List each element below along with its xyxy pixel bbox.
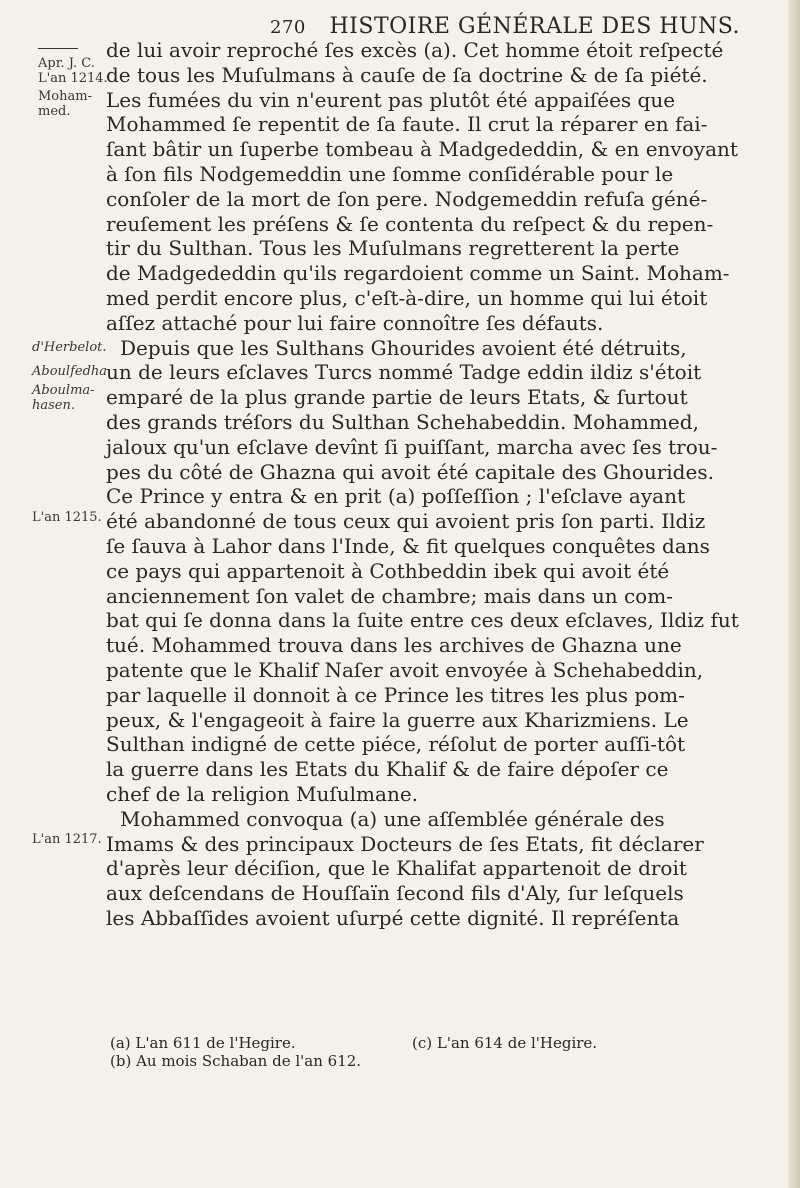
- header-rule: [38, 48, 78, 49]
- text-line: ce pays qui appartenoit à Cothbeddin ibek qui avoit été: [106, 558, 670, 583]
- text-line: tué. Mohammed trouva dans les archives de Ghazna une: [106, 633, 682, 658]
- margin-note-apr: Apr. J. C.: [38, 56, 95, 71]
- text-line: med perdit encore plus, c'eſt-à-dire, un homme qui lui étoit: [106, 285, 708, 310]
- text-line: pes du côté de Ghazna qui avoit été capitale des Ghourides.: [106, 459, 714, 484]
- text-line: reuſement les préſens & ſe contenta du reſpect & du repen-: [106, 211, 714, 236]
- text-line: Mohammed ſe repentit de ſa faute. Il crut la réparer en fai-: [106, 112, 708, 137]
- text-line: patente que le Khalif Naſer avoit envoyée à Schehabeddin,: [106, 657, 704, 682]
- footnote-a: (a) L'an 611 de l'Hegire.: [110, 1034, 296, 1052]
- text-line: Depuis que les Sulthans Ghourides avoient été détruits,: [120, 335, 687, 360]
- text-line: Ce Prince y entra & en prit (a) poſſeſſion ; l'eſclave ayant: [106, 484, 685, 509]
- text-line: ſe ſauva à Lahor dans l'Inde, & fit quelques conquêtes dans: [106, 533, 710, 558]
- margin-note-aboulma: Aboulma-: [32, 383, 95, 398]
- text-line: aſſez attaché pour lui faire connoître ſes défauts.: [106, 310, 604, 335]
- margin-note-med: med.: [38, 104, 71, 119]
- text-line: de lui avoir reproché ſes excès (a). Cet homme étoit reſpecté: [106, 38, 724, 62]
- text-line: chef de la religion Muſulmane.: [106, 781, 419, 806]
- main-text: [106, 38, 796, 931]
- text-line: aux deſcendans de Houſſaïn ſecond fils d'Aly, ſur leſquels: [106, 881, 684, 906]
- text-line: emparé de la plus grande partie de leurs Etats, & ſurtout: [106, 385, 688, 410]
- running-header: [270, 14, 790, 39]
- footnotes: [110, 1034, 710, 1070]
- margin-note-year-1214: L'an 1214.: [38, 71, 108, 86]
- running-title: HISTOIRE GÉNÉRALE DES HUNS.: [329, 14, 741, 39]
- text-line: ſant bâtir un ſuperbe tombeau à Madgededdin, & en envoyant: [106, 137, 738, 162]
- text-line: bat qui ſe donna dans la ſuite entre ces deux eſclaves, Ildiz fut: [106, 608, 739, 633]
- text-line: tir du Sulthan. Tous les Muſulmans regretterent la perte: [106, 236, 680, 261]
- text-line: Mohammed convoqua (a) une aſſemblée générale des: [120, 806, 665, 831]
- text-line: les Abbaſſides avoient uſurpé cette dignité. Il repréſenta: [106, 905, 680, 930]
- text-line: la guerre dans les Etats du Khalif & de faire dépoſer ce: [106, 757, 669, 782]
- margin-note-year-1215: L'an 1215.: [32, 510, 102, 525]
- text-line: jaloux qu'un eſclave devînt ſi puiſſant, marcha avec ſes trou-: [106, 434, 718, 459]
- page-edge-shadow: [788, 0, 800, 1188]
- footnote-b: (b) Au mois Schaban de l'an 612.: [110, 1052, 362, 1070]
- footnote-c: (c) L'an 614 de l'Hegire.: [412, 1034, 598, 1052]
- text-line: des grands tréſors du Sulthan Schehabeddin. Mohammed,: [106, 409, 699, 434]
- text-line: par laquelle il donnoit à ce Prince les titres les plus pom-: [106, 682, 685, 707]
- margin-note-aboulfedha: Aboulfedha: [32, 364, 108, 379]
- text-line: été abandonné de tous ceux qui avoient pris ſon parti. Ildiz: [106, 509, 706, 534]
- page-number: 270: [270, 17, 306, 38]
- margin-note-year-1217: L'an 1217.: [32, 832, 102, 847]
- text-line: à ſon fils Nodgemeddin une ſomme conſidérable pour le: [106, 161, 674, 186]
- text-line: de tous les Muſulmans à cauſe de ſa doctrine & de ſa piété.: [106, 62, 708, 87]
- text-line: anciennement ſon valet de chambre; mais dans un com-: [106, 583, 673, 608]
- text-line: conſoler de la mort de ſon pere. Nodgemeddin refuſa géné-: [106, 186, 708, 211]
- text-line: peux, & l'engageoit à faire la guerre aux Kharizmiens. Le: [106, 707, 689, 732]
- margin-note-herbelot: d'Herbelot.: [32, 340, 107, 355]
- text-line: un de leurs eſclaves Turcs nommé Tadge eddin ildiz s'étoit: [106, 360, 702, 385]
- text-line: Imams & des principaux Docteurs de ſes Etats, fit déclarer: [106, 831, 704, 856]
- text-line: d'après leur déciſion, que le Khalifat appartenoit de droit: [106, 856, 687, 881]
- margin-note-moham: Moham-: [38, 89, 92, 104]
- margin-note-hasen: hasen.: [32, 398, 75, 413]
- text-line: Sulthan indigné de cette piéce, réſolut de porter auſſi-tôt: [106, 732, 686, 757]
- text-line: de Madgededdin qu'ils regardoient comme un Saint. Moham-: [106, 261, 730, 286]
- text-line: Les fumées du vin n'eurent pas plutôt été appaiſées que: [106, 87, 676, 112]
